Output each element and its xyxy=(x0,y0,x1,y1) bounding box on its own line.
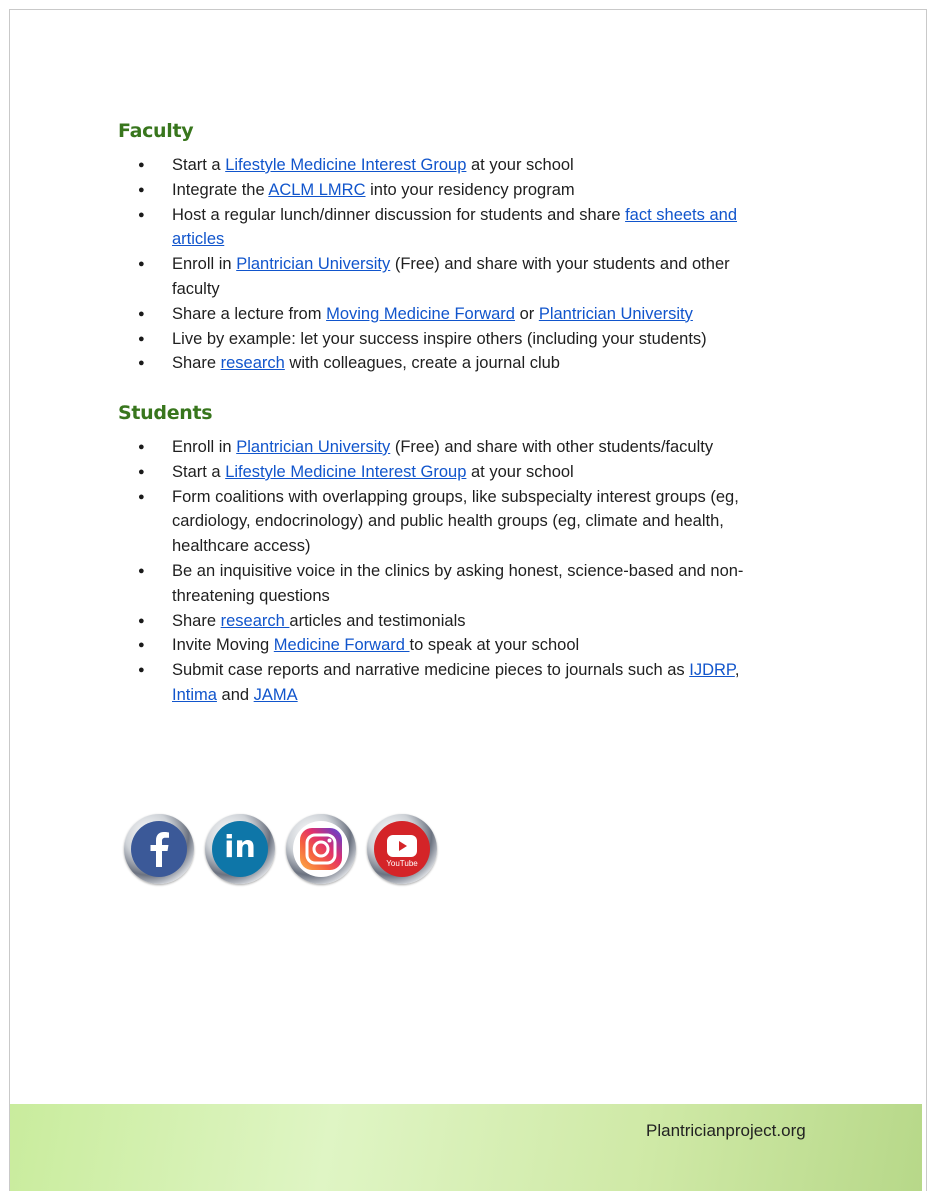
social-icons xyxy=(124,814,437,884)
moving-medicine-forward-link[interactable]: Moving Medicine Forward xyxy=(326,304,515,323)
medicine-forward-link[interactable]: Medicine Forward xyxy=(273,636,410,655)
faculty-list xyxy=(118,153,778,376)
list-item: ● Start a Lifestyle Medicine Interest Group at your school xyxy=(118,153,778,178)
footer-site-text: Plantricianproject.org xyxy=(646,1121,806,1140)
jama-link[interactable]: JAMA xyxy=(253,685,298,704)
youtube-icon: YouTube xyxy=(374,821,430,877)
students-heading: Students xyxy=(118,402,213,424)
intima-link[interactable]: Intima xyxy=(172,685,217,704)
ijdrp-link[interactable]: IJDRP xyxy=(689,661,735,680)
list-item: ● Enroll in Plantrician University (Free) and share with your students and other faculty xyxy=(118,252,778,302)
list-item: ● Share research with colleagues, create a journal club xyxy=(118,351,778,376)
research-link[interactable]: research xyxy=(220,354,285,373)
list-item: ● Start a Lifestyle Medicine Interest Group at your school xyxy=(118,460,778,485)
list-item: ● Share a lecture from Moving Medicine Forward or Plantrician University xyxy=(118,302,778,327)
linkedin-button[interactable] xyxy=(205,814,275,884)
instagram-icon xyxy=(293,821,349,877)
plantrician-university-link[interactable]: Plantrician University xyxy=(236,438,391,456)
students-list xyxy=(118,435,778,708)
plantrician-university-link[interactable]: Plantrician University xyxy=(236,255,391,274)
list-item: ● Live by example: let your success inspire others (including your students) xyxy=(118,327,778,352)
plantrician-university-link[interactable]: Plantrician University xyxy=(538,304,693,323)
document-page xyxy=(9,9,927,1191)
list-item: ● Invite Moving Medicine Forward to speak at your school xyxy=(118,633,778,658)
aclm-lmrc-link[interactable]: ACLM LMRC xyxy=(268,180,366,199)
instagram-button[interactable] xyxy=(286,814,356,884)
facebook-button[interactable] xyxy=(124,814,194,884)
list-item: ● Host a regular lunch/dinner discussion for students and share fact sheets and articles xyxy=(118,203,778,253)
youtube-button[interactable] xyxy=(367,814,437,884)
list-item: ● Submit case reports and narrative medicine pieces to journals such as IJDRP, Intima and JAMA xyxy=(118,658,778,708)
list-item: ● Enroll in Plantrician University (Free) and share with other students/faculty xyxy=(118,435,778,460)
research-link[interactable]: research xyxy=(220,611,290,630)
list-item: ● Be an inquisitive voice in the clinics by asking honest, science-based and non-threatening questions xyxy=(118,559,778,609)
list-item: ● Integrate the ACLM LMRC into your residency program xyxy=(118,178,778,203)
faculty-heading: Faculty xyxy=(118,120,194,142)
lifestyle-medicine-interest-group-link[interactable]: Lifestyle Medicine Interest Group xyxy=(225,156,467,174)
linkedin-icon: in xyxy=(212,821,268,877)
list-item: ● Share research articles and testimonials xyxy=(118,609,778,634)
list-item: ● Form coalitions with overlapping groups, like subspecialty interest groups (eg, cardiology, endocrinology) and public health groups (eg, climate and health, healthcare access) xyxy=(118,485,778,559)
facebook-icon xyxy=(131,821,187,877)
fact-sheets-link[interactable]: fact sheets and articles xyxy=(172,205,738,249)
lifestyle-medicine-interest-group-link[interactable]: Lifestyle Medicine Interest Group xyxy=(225,462,467,481)
footer-band xyxy=(10,1104,922,1191)
